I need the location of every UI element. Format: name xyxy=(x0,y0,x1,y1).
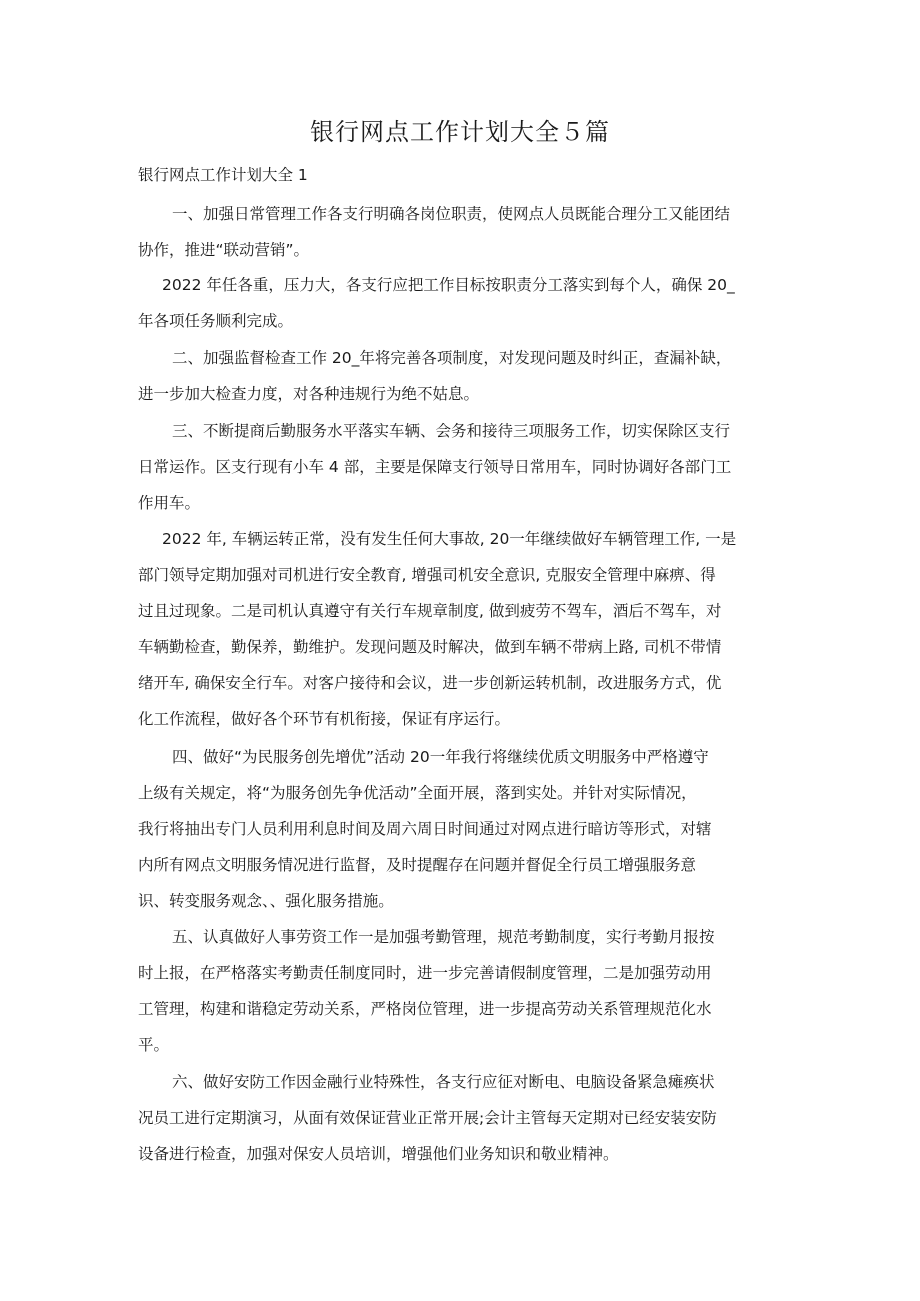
paragraph-line: 设备进行检查，加强对保安人员培训，增强他们业务知识和敬业精神。 xyxy=(138,1145,619,1163)
paragraph-1 xyxy=(138,196,784,268)
paragraph-line: 年各项任务顺利完成。 xyxy=(138,312,294,330)
paragraph-line: 识、转变服务观念、、强化服务措施。 xyxy=(138,892,394,910)
paragraph-line: 车辆勤检查，勤保养，勤维护。发现问题及时解决，做到车辆不带病上路, 司机不带情 xyxy=(138,638,722,656)
paragraph-line: 三、不断提商后勤服务水平落实车辆、会务和接待三项服务工作，切实保除区支行 xyxy=(172,422,731,440)
paragraph-line: 我行将抽出专门人员利用利息时间及周六周日时间通过对网点进行暗访等形式，对辖 xyxy=(138,820,712,838)
paragraph-line: 作用车。 xyxy=(138,494,201,512)
paragraph-line: 部门领导定期加强对司机进行安全教育, 增强司机安全意识, 克服安全管理中麻痹、得 xyxy=(138,566,716,584)
paragraph-line: 2022 年任各重，压力大，各支行应把工作目标按职责分工落实到每个人，确保 20_ xyxy=(162,276,735,294)
paragraph-6 xyxy=(138,739,784,919)
paragraph-line: 化工作流程，做好各个环节有机衔接，保证有序运行。 xyxy=(138,710,511,728)
paragraph-line: 四、做好“为民服务创先增优”活动 20一年我行将继续优质文明服务中严格遵守 xyxy=(172,748,709,766)
paragraph-line: 平。 xyxy=(138,1036,170,1054)
paragraph-line: 一、加强日常管理工作各支行明确各岗位职责，使网点人员既能合理分工又能团结 xyxy=(172,205,731,223)
paragraph-line: 协作，推进“联动营销”。 xyxy=(138,241,310,259)
paragraph-line: 进一步加大检查力度，对各种违规行为绝不姑息。 xyxy=(138,385,480,403)
paragraph-2 xyxy=(138,267,784,339)
paragraph-line: 二、加强监督检查工作 20_年将完善各项制度，对发现问题及时纠正，查漏补缺， xyxy=(172,349,732,367)
paragraph-4 xyxy=(138,413,798,521)
paragraph-line: 时上报，在严格落实考勤责任制度同时，进一步完善请假制度管理，二是加强劳动用 xyxy=(138,964,712,982)
paragraph-line: 况员工进行定期演习，从面有效保证营业正常开展;会计主管每天定期对已经安装安防 xyxy=(138,1109,717,1127)
paragraph-line: 绪开车, 确保安全行车。对客户接待和会议，进一步创新运转机制，改进服务方式，优 xyxy=(138,674,722,692)
paragraph-line: 2022 年, 车辆运转正常，没有发生任何大事故, 20一年继续做好车辆管理工作, 一是 xyxy=(162,530,737,548)
paragraph-line: 六、做好安防工作因金融行业特殊性，各支行应征对断电、电脑设备紧急瘫痪状 xyxy=(172,1073,715,1091)
paragraph-8 xyxy=(138,1064,798,1172)
paragraph-line: 五、认真做好人事劳资工作一是加强考勤管理，规范考勤制度，实行考勤月报按 xyxy=(172,928,715,946)
paragraph-3 xyxy=(138,340,798,412)
paragraph-line: 上级有关规定，将“为服务创先争优活动”全面开展，落到实处。并针对实际情况， xyxy=(138,784,697,802)
paragraph-line: 内所有网点文明服务情况进行监督，及时提醒存在问题并督促全行员工增强服务意 xyxy=(138,856,697,874)
paragraph-line: 过且过现象。二是司机认真遵守有关行车规章制度, 做到疲劳不驾车，酒后不驾车，对 xyxy=(138,602,722,620)
document-subtitle: 银行网点工作计划大全 1 xyxy=(138,166,308,184)
paragraph-line: 日常运作。区支行现有小车 4 部，主要是保障支行领导日常用车，同时协调好各部门工 xyxy=(138,458,732,476)
document-title: 银行网点工作计划大全５篇 xyxy=(310,118,610,146)
paragraph-7 xyxy=(138,919,784,1063)
paragraph-5 xyxy=(138,521,784,737)
paragraph-line: 工管理，构建和谐稳定劳动关系，严格岗位管理，进一步提高劳动关系管理规范化水 xyxy=(138,1000,712,1018)
